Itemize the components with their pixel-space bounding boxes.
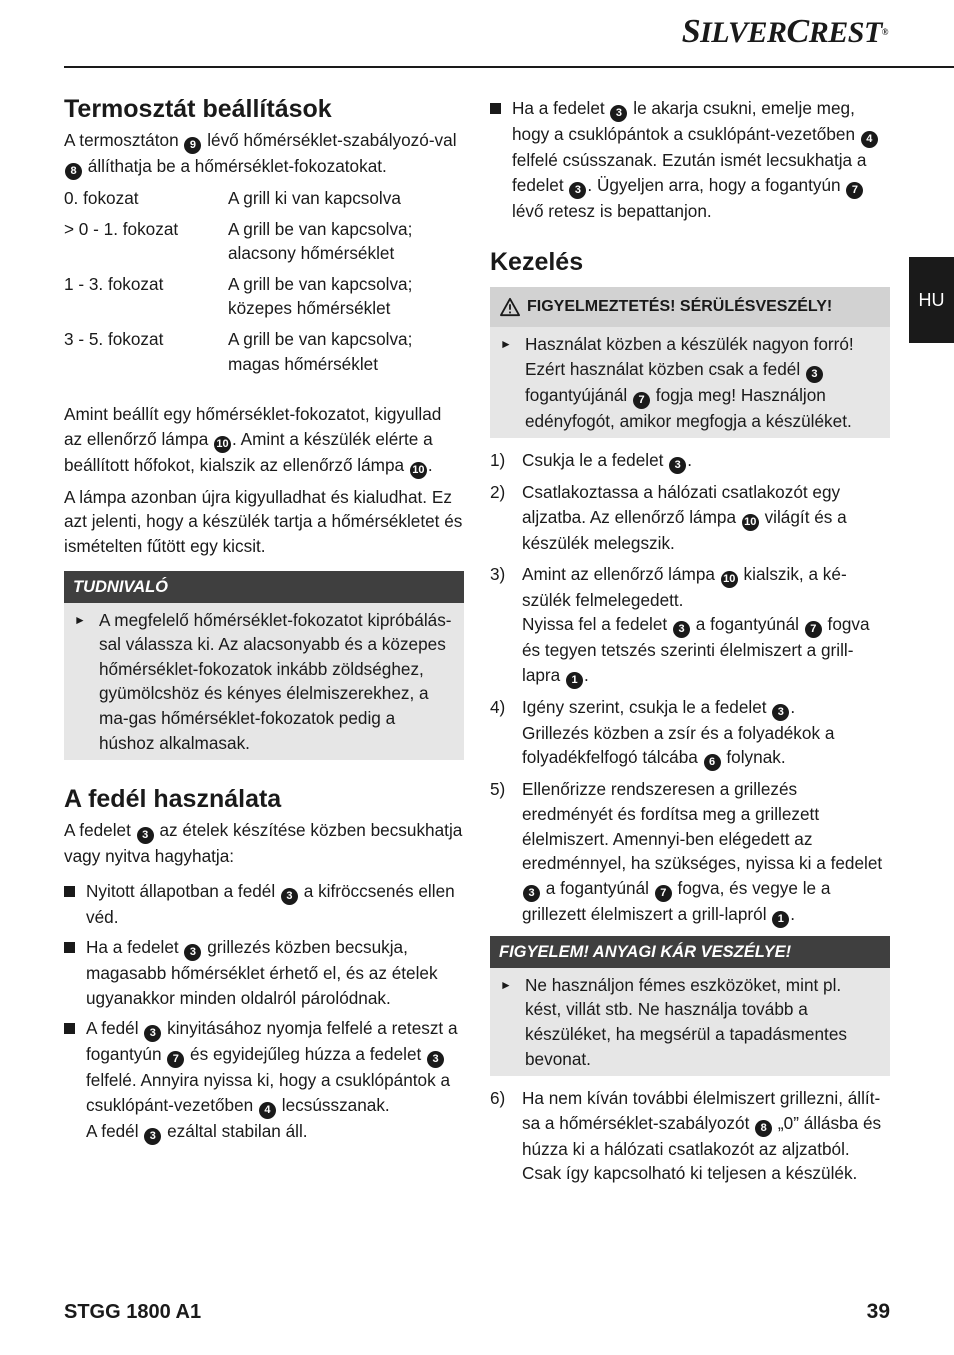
part-number-badge: 1 [772,911,789,928]
square-bullet-icon [64,879,86,930]
part-number-badge: 7 [805,621,822,638]
part-number-badge: 3 [610,105,627,122]
footer-model: STGG 1800 A1 [64,1301,202,1323]
step-item: 1) Csukja le a fedelet 3 . [490,448,890,474]
caution-text: Ne használjon fémes eszközöket, mint pl. kést, villát stb. Ne használja tovább a készüléket, ha megsérül a tapadásmentes bevonat. [525,974,847,1069]
header-rule [64,66,954,68]
part-number-badge: 3 [673,621,690,638]
part-number-badge: 3 [427,1051,444,1068]
bullet-item: Ha a fedelet 3 grillezés közben becsukja, magasabb hőmérséklet érhető el, és az ételek ugyanakkor minden oldalról párolódnak. [64,935,464,1010]
part-number-badge: 9 [184,137,201,154]
warning-triangle-icon [499,297,521,317]
warning-text: Használat közben a készülék nagyon forró! Ezért használat közben csak a fedél 3 fogantyújánál 7 fogja meg! Használjon edényfogót, amikor megfogja a készüléket. [525,334,854,431]
part-number-badge: 3 [137,827,154,844]
part-number-badge: 7 [633,392,650,409]
part-number-badge: 3 [806,366,823,383]
square-bullet-icon [64,935,86,1010]
step-item: 5) Ellenőrizze rendszeresen a grillezés eredményét és fordítsa meg a grillezett élelmiszert. Amennyi-ben elégedett az eredménnyel, ha szükséges, nyissa ki a fedelet 3 a fogantyúnál 7 fogva, és vegye le a grillezett élelmiszert a grill-lapról 1 . [490,777,890,927]
section-title-lid: A fedél használata [64,785,282,814]
part-number-badge: 10 [721,571,738,588]
step-item: 6) Ha nem kíván további élelmiszert grillezni, állít-sa a hőmérséklet-szabályozót 8 „0” állásba és húzza ki a hálózati csatlakozót az aljzatból. Csak így kapcsolható ki teljesen a készülék. [490,1088,882,1184]
lamp-paragraph: A lámpa azonban újra kigyulladhat és kialudhat. Ez azt jelenti, hogy a készülék tartja a hőmérsékletet és ismételten fűtött egy kicsit. [64,486,463,556]
part-number-badge: 8 [755,1120,772,1137]
brand-logo: SILVERCREST® [681,13,888,50]
right-column [490,96,890,1192]
bullet-item: Nyitott állapotban a fedél 3 a kifröccsenés ellen véd. [64,879,464,930]
note-title: TUDNIVALÓ [64,571,464,603]
warning-title: FIGYELMEZTETÉS! SÉRÜLÉSVESZÉLY! [527,298,833,316]
part-number-badge: 7 [167,1051,184,1068]
language-tab: HU [909,257,954,343]
section-title-thermostat: Termosztát beállítások [64,95,332,123]
thermostat-intro: A termosztáton 9 lévő hőmérséklet-szabályozó-val 8 állíthatja be a hőmérséklet-fokozatokat. [64,128,464,180]
caution-box [490,936,890,1076]
part-number-badge: 4 [861,131,878,148]
part-number-badge: 1 [566,672,583,689]
part-number-badge: 10 [410,462,427,479]
section-title-operation: Kezelés [490,248,584,277]
part-number-badge: 7 [655,885,672,902]
part-number-badge: 10 [214,436,231,453]
caution-title: FIGYELEM! ANYAGI KÁR VESZÉLYE! [490,936,890,968]
arrow-icon: ► [74,612,86,627]
settings-row: 0. fokozat A grill ki van kapcsolva [64,188,401,208]
bullet-item: Ha a fedelet 3 le akarja csukni, emelje meg, hogy a csuklópántok a csuklópánt-vezetőben 4 felfelé csússzanak. Ezután ismét lecsukhatja a fedelet 3 . Ügyeljen arra, hogy a fogantyún 7 lévő retesz is bepattanjon. [490,96,890,223]
note-box [64,571,464,761]
part-number-badge: 6 [704,754,721,771]
part-number-badge: 3 [144,1128,161,1145]
step-item: 3) Amint az ellenőrző lámpa 10 kialszik, a ké-szülék felmelegedett. Nyissa fel a fedelet 3 a fogantyúnál 7 fogva és tegyen tetszés szerinti élelmiszert a grill-lapra 1 . [490,562,890,689]
square-bullet-icon [490,96,512,223]
part-number-badge: 10 [742,514,759,531]
part-number-badge: 3 [144,1025,161,1042]
part-number-badge: 3 [184,944,201,961]
warning-title-bar [490,287,890,327]
step-item: 2) Csatlakoztassa a hálózati csatlakozót egy aljzatba. Az ellenőrző lámpa 10 világít és a készülék melegszik. [490,482,847,553]
square-bullet-icon [64,1016,86,1145]
page-number: 39 [866,1300,890,1323]
arrow-icon: ► [500,977,512,992]
part-number-badge: 3 [523,885,540,902]
part-number-badge: 3 [281,888,298,905]
part-number-badge: 4 [259,1102,276,1119]
part-number-badge: 7 [846,182,863,199]
settings-row: > 0 - 1. fokozat A grill be van kapcsolva; alacsony hőmérséklet [64,218,413,264]
part-number-badge: 3 [669,457,686,474]
part-number-badge: 8 [65,163,82,180]
arrow-icon: ► [500,337,512,352]
lid-intro: A fedelet 3 az ételek készítése közben becsukhatja vagy nyitva hagyhatja: [64,820,463,867]
step-item: 4) Igény szerint, csukja le a fedelet 3 . Grillezés közben a zsír és a folyadékok a folyadékfelfogó tálcába 6 folynak. [490,695,890,772]
settings-row: 1 - 3. fokozat A grill be van kapcsolva; közepes hőmérséklet [64,273,413,319]
settings-table [64,186,464,376]
note-text: A megfelelő hőmérséklet-fokozatot kipróbálás-sal válassza ki. Az alacsonyabb és a közepes hőmérséklet-fokozatok inkább zöldséghez, gyümölcshöz és kényes élelmiszerekhez, a ma-gas hőmérséklet-fokozatok pedig a húshoz alkalmasak. [99,609,452,753]
part-number-badge: 3 [569,182,586,199]
left-column [64,94,464,1151]
bullet-item: A fedél 3 kinyitásához nyomja felfelé a reteszt a fogantyún 7 és egyidejűleg húzza a fedelet 3 felfelé. Annyira nyissa ki, hogy a csuklópántok a csuklópánt-vezetőben 4 lecsússzanak. A fedél 3 ezáltal stabilan áll. [64,1016,464,1145]
part-number-badge: 3 [772,704,789,721]
settings-row: 3 - 5. fokozat A grill be van kapcsolva; magas hőmérséklet [64,328,413,374]
warning-box [490,287,890,438]
indicator-paragraph: Amint beállít egy hőmérséklet-fokozatot, kigyullad az ellenőrző lámpa 10 . Amint a készülék elérte a beállított hőfokot, kialszik az ellenőrző lámpa 10 . [64,402,464,479]
